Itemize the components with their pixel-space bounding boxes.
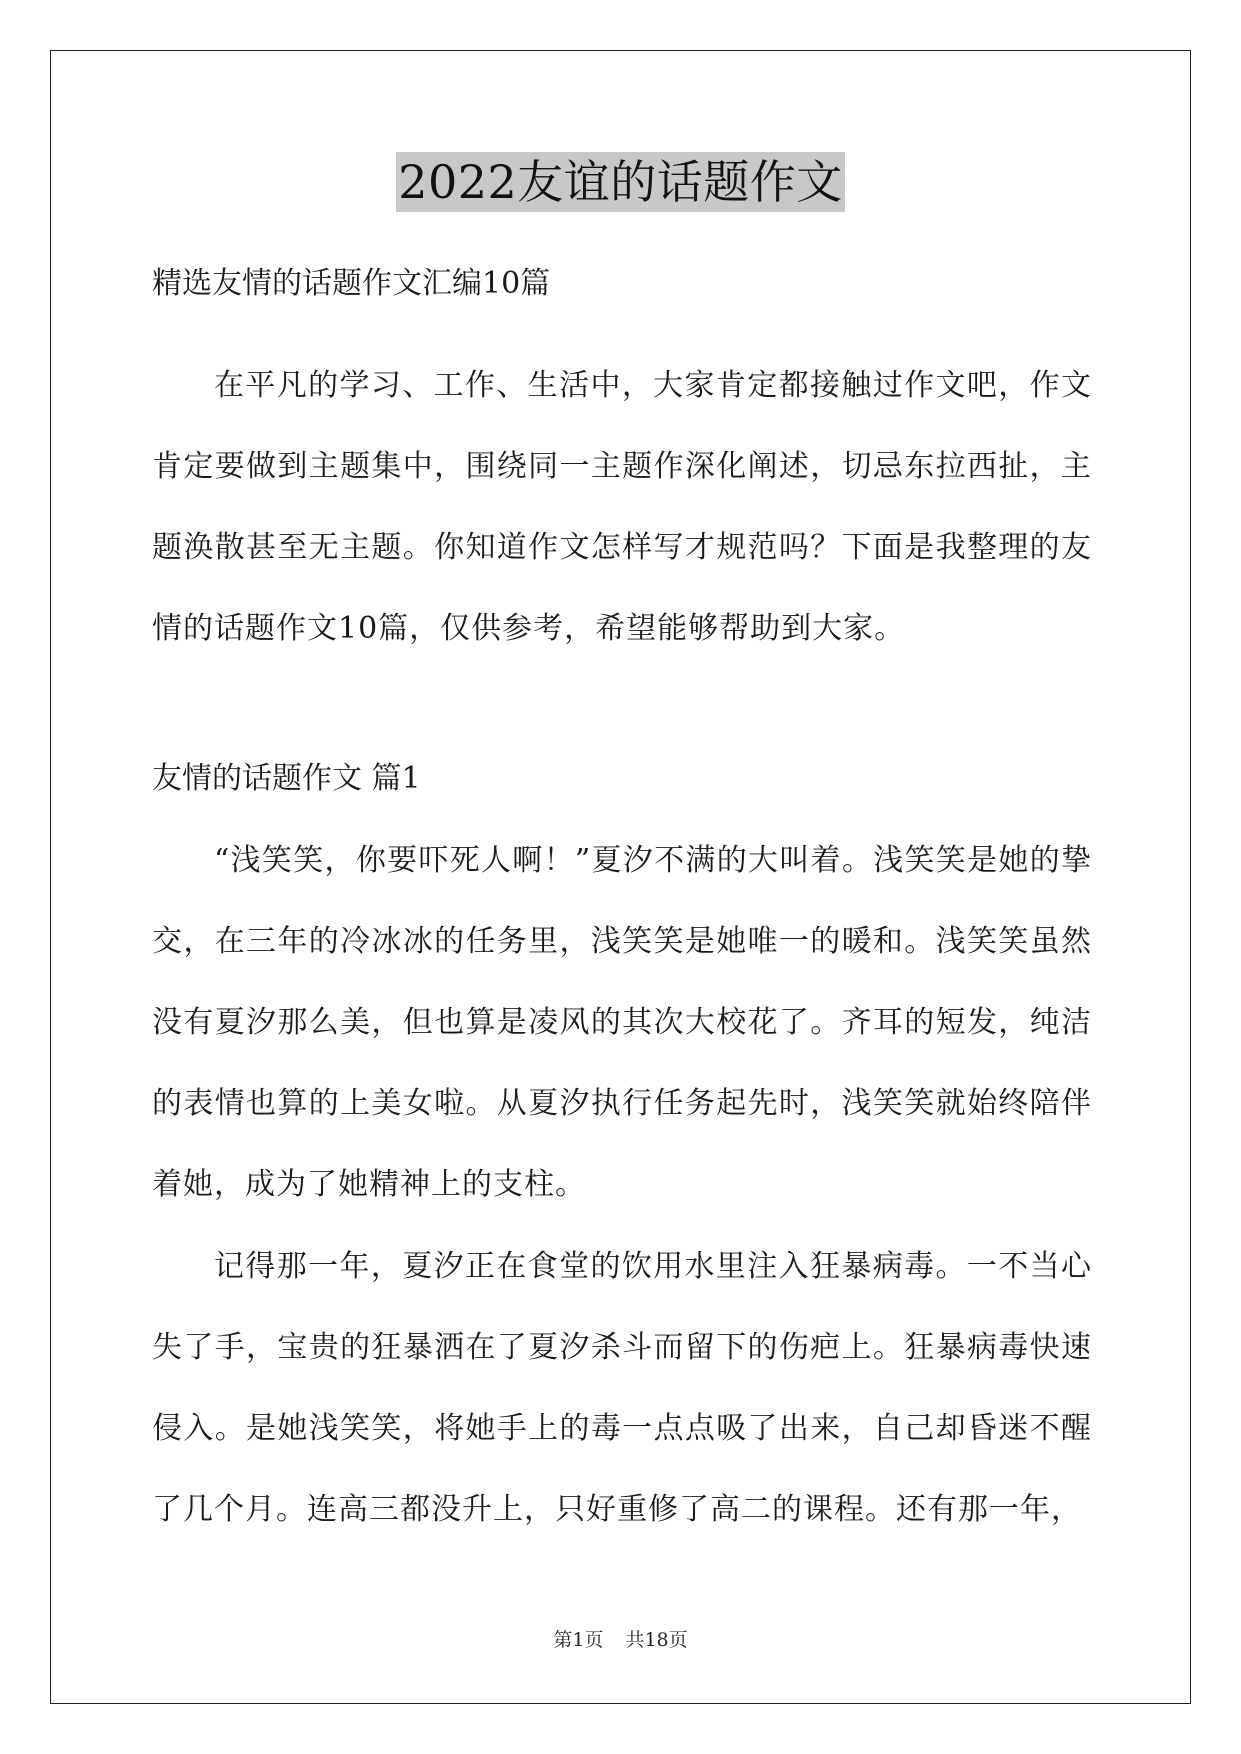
page-total: 共18页	[625, 1629, 688, 1651]
title-container	[0, 152, 1241, 212]
section-heading: 友情的话题作文 篇1	[152, 761, 421, 796]
page-footer	[0, 1628, 1241, 1652]
intro-paragraph: 在平凡的学习、工作、生活中，大家肯定都接触过作文吧，作文肯定要做到主题集中，围绕同一主题作深化阐述，切忌东拉西扯，主题涣散甚至无主题。你知道作文怎样写才规范吗？下面是我整理的友情的话题作文10篇，仅供参考，希望能够帮助到大家。	[152, 368, 1092, 646]
body-paragraph-2: 记得那一年，夏汐正在食堂的饮用水里注入狂暴病毒。一不当心失了手，宝贵的狂暴洒在了夏汐杀斗而留下的伤疤上。狂暴病毒快速侵入。是她浅笑笑，将她手上的毒一点点吸了出来，自己却昏迷不醒了几个月。连高三都没升上，只好重修了高二的课程。还有那一年，	[152, 1249, 1092, 1527]
document-subtitle: 精选友情的话题作文汇编10篇	[152, 266, 551, 301]
page-number: 第1页	[553, 1629, 604, 1651]
document-title: 2022友谊的话题作文	[396, 152, 845, 212]
body-paragraph-1: “浅笑笑，你要吓死人啊！”夏汐不满的大叫着。浅笑笑是她的挚交，在三年的冷冰冰的任务里，浅笑笑是她唯一的暖和。浅笑笑虽然没有夏汐那么美，但也算是凌风的其次大校花了。齐耳的短发，纯洁的表情也算的上美女啦。从夏汐执行任务起先时，浅笑笑就始终陪伴着她，成为了她精神上的支柱。	[152, 843, 1092, 1202]
